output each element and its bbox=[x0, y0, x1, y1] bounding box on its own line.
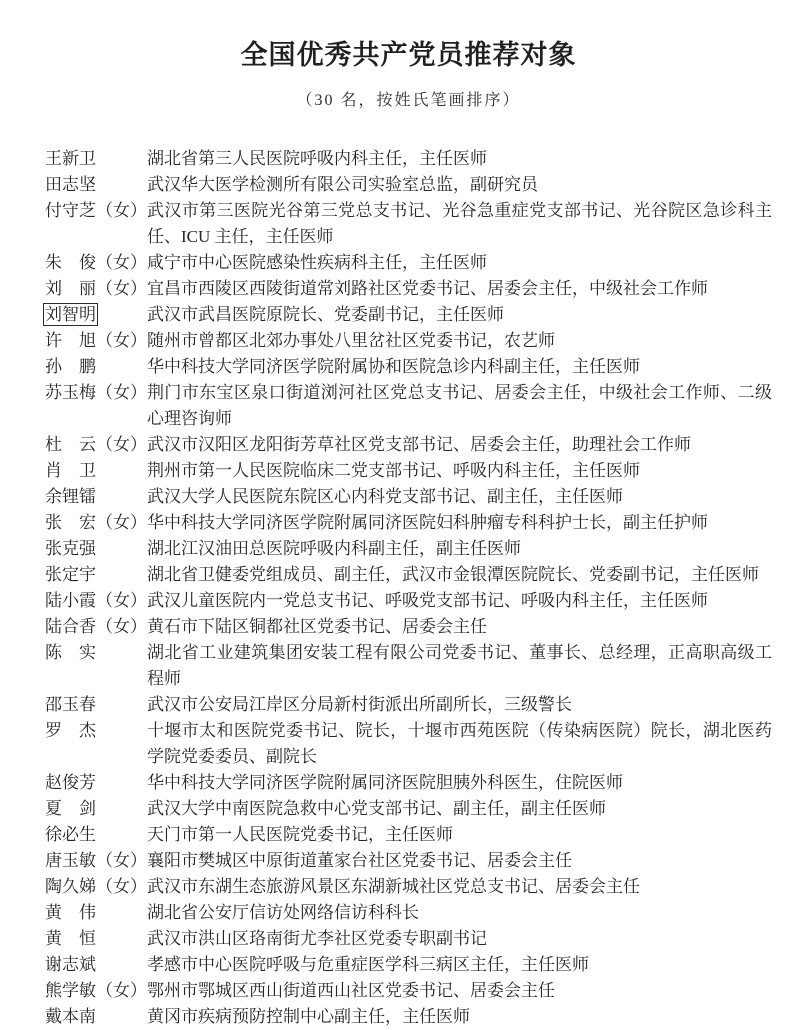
person-name: 朱 俊 bbox=[45, 253, 96, 272]
person-name: 王新卫 bbox=[45, 149, 96, 168]
gender-label: （女） bbox=[96, 383, 147, 402]
person-description: 湖北省公安厅信访处网络信访科科长 bbox=[147, 903, 419, 922]
list-item bbox=[45, 536, 772, 562]
list-item bbox=[45, 796, 772, 822]
person-description: 荆州市第一人民医院临床二党支部书记、呼吸内科主任，主任医师 bbox=[147, 461, 640, 480]
list-item bbox=[45, 770, 772, 796]
recommendation-list bbox=[45, 146, 772, 1030]
person-description: 武汉市东湖生态旅游风景区东湖新城社区党总支书记、居委会主任 bbox=[147, 877, 640, 896]
list-item bbox=[45, 432, 772, 458]
list-item bbox=[45, 952, 772, 978]
gender-label: （女） bbox=[96, 513, 147, 532]
gender-label: （女） bbox=[96, 253, 147, 272]
gender-label: （女） bbox=[96, 851, 147, 870]
person-description: 武汉市汉阳区龙阳街芳草社区党支部书记、居委会主任，助理社会工作师 bbox=[147, 435, 691, 454]
person-description: 湖北省第三人民医院呼吸内科主任，主任医师 bbox=[147, 149, 487, 168]
person-name: 邵玉春 bbox=[45, 695, 96, 714]
list-item bbox=[45, 328, 772, 354]
person-description: 荆门市东宝区泉口街道浏河社区党总支书记、居委会主任，中级社会工作师、二级心理咨询师 bbox=[147, 383, 772, 428]
list-item bbox=[45, 380, 772, 432]
list-item bbox=[45, 822, 772, 848]
list-item bbox=[45, 198, 772, 250]
list-item bbox=[45, 172, 772, 198]
person-description: 武汉市洪山区珞南街尤李社区党委专职副书记 bbox=[147, 929, 487, 948]
list-item bbox=[45, 1004, 772, 1030]
person-description: 武汉市武昌医院原院长、党委副书记，主任医师 bbox=[147, 305, 504, 324]
person-name: 刘 丽 bbox=[45, 279, 96, 298]
person-description: 天门市第一人民医院党委书记，主任医师 bbox=[147, 825, 453, 844]
person-name: 谢志斌 bbox=[45, 955, 96, 974]
list-item bbox=[45, 978, 772, 1004]
person-name: 赵俊芳 bbox=[45, 773, 96, 792]
gender-label: （女） bbox=[96, 279, 147, 298]
gender-label: （女） bbox=[96, 435, 147, 454]
person-name: 张 宏 bbox=[45, 513, 96, 532]
list-item bbox=[45, 900, 772, 926]
person-description: 武汉大学中南医院急救中心党支部书记、副主任，副主任医师 bbox=[147, 799, 606, 818]
person-name: 张克强 bbox=[45, 539, 96, 558]
page-subtitle: （30 名，按姓氏笔画排序） bbox=[296, 92, 521, 109]
person-name: 孙 鹏 bbox=[45, 357, 96, 376]
list-item bbox=[45, 562, 772, 588]
person-description: 湖北省工业建筑集团安装工程有限公司党委书记、董事长、总经理，正高职高级工程师 bbox=[147, 643, 772, 688]
person-name: 唐玉敏 bbox=[45, 851, 96, 870]
person-name: 黄 伟 bbox=[45, 903, 96, 922]
person-name: 田志坚 bbox=[45, 175, 96, 194]
person-name: 肖 卫 bbox=[45, 461, 96, 480]
person-name: 余锂镭 bbox=[45, 487, 96, 506]
person-description: 十堰市太和医院党委书记、院长，十堰市西苑医院（传染病医院）院长，湖北医药学院党委委员、副院长 bbox=[147, 721, 772, 766]
person-name: 陶久娣 bbox=[45, 877, 96, 896]
person-name: 刘智明 bbox=[45, 305, 96, 324]
person-name: 陈 实 bbox=[45, 643, 96, 662]
person-description: 孝感市中心医院呼吸与危重症医学科三病区主任，主任医师 bbox=[147, 955, 589, 974]
list-item bbox=[45, 354, 772, 380]
person-description: 武汉市第三医院光谷第三党总支书记、光谷急重症党支部书记、光谷院区急诊科主任、ICU 主任，主任医师 bbox=[147, 201, 772, 246]
list-item bbox=[45, 146, 772, 172]
person-name: 陆合香 bbox=[45, 617, 96, 636]
list-item bbox=[45, 276, 772, 302]
list-item bbox=[45, 588, 772, 614]
person-description: 武汉儿童医院内一党总支书记、呼吸党支部书记、呼吸内科主任，主任医师 bbox=[147, 591, 708, 610]
person-name: 罗 杰 bbox=[45, 721, 96, 740]
list-item bbox=[45, 848, 772, 874]
person-description: 随州市曾都区北郊办事处八里岔社区党委书记，农艺师 bbox=[147, 331, 555, 350]
person-description: 湖北江汉油田总医院呼吸内科副主任，副主任医师 bbox=[147, 539, 521, 558]
person-description: 华中科技大学同济医学院附属同济医院妇科肿瘤专科科护士长，副主任护师 bbox=[147, 513, 708, 532]
person-description: 华中科技大学同济医学院附属同济医院胆胰外科医生，住院医师 bbox=[147, 773, 623, 792]
person-description: 黄石市下陆区铜都社区党委书记、居委会主任 bbox=[147, 617, 487, 636]
gender-label: （女） bbox=[96, 591, 147, 610]
list-item bbox=[45, 250, 772, 276]
person-name: 张定宇 bbox=[45, 565, 96, 584]
gender-label: （女） bbox=[96, 331, 147, 350]
list-item bbox=[45, 302, 772, 328]
person-description: 黄冈市疾病预防控制中心副主任，主任医师 bbox=[147, 1007, 470, 1026]
list-item bbox=[45, 510, 772, 536]
person-description: 咸宁市中心医院感染性疾病科主任，主任医师 bbox=[147, 253, 487, 272]
person-description: 武汉大学人民医院东院区心内科党支部书记、副主任，主任医师 bbox=[147, 487, 623, 506]
list-item bbox=[45, 692, 772, 718]
gender-label: （女） bbox=[96, 877, 147, 896]
list-item bbox=[45, 484, 772, 510]
person-description: 襄阳市樊城区中原街道董家台社区党委书记、居委会主任 bbox=[147, 851, 572, 870]
person-name: 许 旭 bbox=[45, 331, 96, 350]
person-name: 徐必生 bbox=[45, 825, 96, 844]
person-description: 华中科技大学同济医学院附属协和医院急诊内科副主任，主任医师 bbox=[147, 357, 640, 376]
person-name: 戴本南 bbox=[45, 1007, 96, 1026]
gender-label: （女） bbox=[96, 981, 147, 1000]
list-item bbox=[45, 614, 772, 640]
person-name: 熊学敏 bbox=[45, 981, 96, 1000]
list-item bbox=[45, 926, 772, 952]
person-name: 付守芝 bbox=[45, 201, 96, 220]
person-name: 陆小霞 bbox=[45, 591, 96, 610]
gender-label: （女） bbox=[96, 617, 147, 636]
list-item bbox=[45, 718, 772, 770]
page-title: 全国优秀共产党员推荐对象 bbox=[240, 40, 577, 70]
person-description: 湖北省卫健委党组成员、副主任，武汉市金银潭医院院长、党委副书记，主任医师 bbox=[147, 565, 759, 584]
person-description: 武汉华大医学检测所有限公司实验室总监，副研究员 bbox=[147, 175, 538, 194]
person-name: 苏玉梅 bbox=[45, 383, 96, 402]
person-name: 黄 恒 bbox=[45, 929, 96, 948]
list-item bbox=[45, 874, 772, 900]
gender-label: （女） bbox=[96, 201, 147, 220]
person-name: 杜 云 bbox=[45, 435, 96, 454]
person-name: 夏 剑 bbox=[45, 799, 96, 818]
person-description: 武汉市公安局江岸区分局新村街派出所副所长，三级警长 bbox=[147, 695, 572, 714]
list-item bbox=[45, 640, 772, 692]
person-description: 宜昌市西陵区西陵街道常刘路社区党委书记、居委会主任，中级社会工作师 bbox=[147, 279, 708, 298]
person-description: 鄂州市鄂城区西山街道西山社区党委书记、居委会主任 bbox=[147, 981, 555, 1000]
list-item bbox=[45, 458, 772, 484]
